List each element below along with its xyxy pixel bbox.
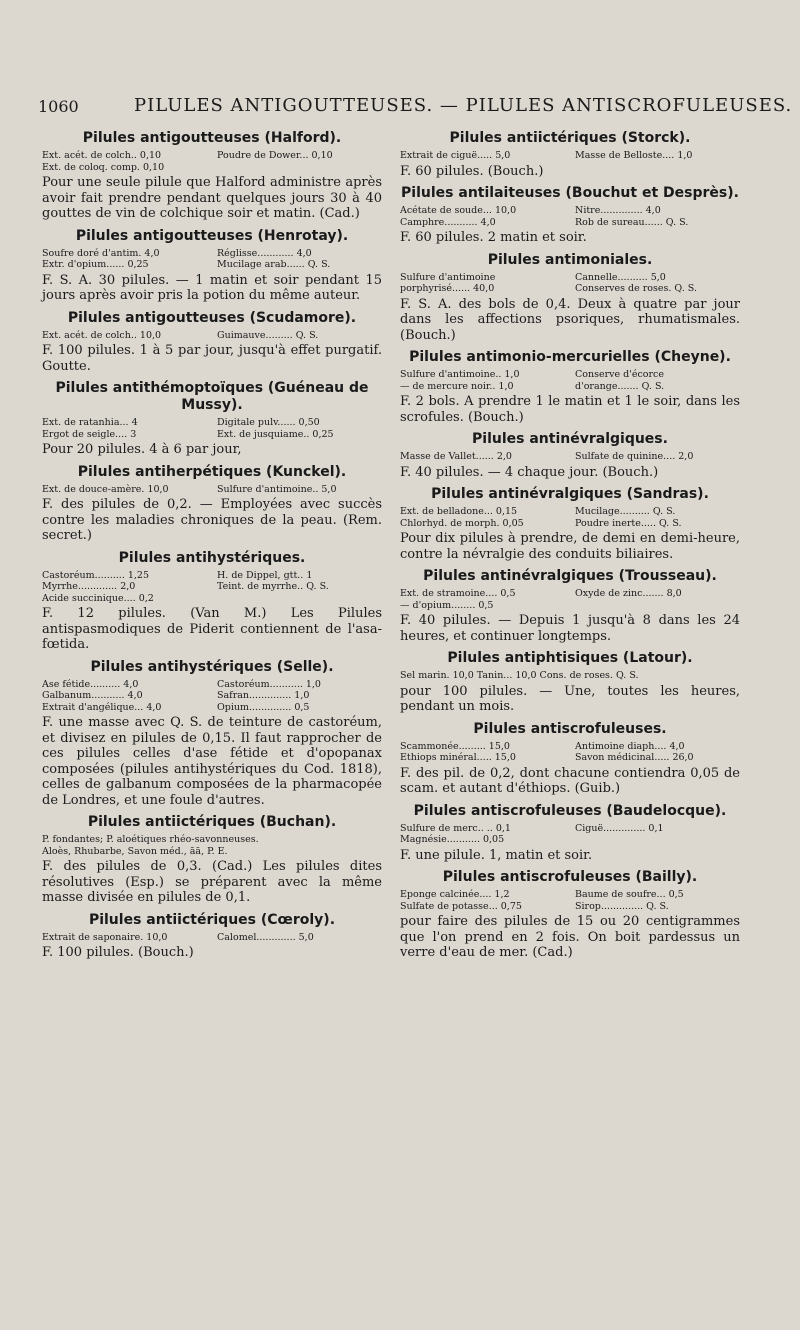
ingredient-item: H. de Dippel, gtt.. 1 (217, 569, 313, 581)
ingredient-item: Ext. de coloq. comp. 0,10 (42, 161, 165, 173)
ingredient-item: Cannelle.......... 5,0 (575, 271, 666, 283)
ingredient-item: Teint. de myrrhe.. Q. S. (217, 581, 329, 592)
ingredient-item: Mucilage arab...... Q. S. (217, 259, 331, 270)
recipe-title: Pilules antinévralgiques. (472, 431, 668, 447)
ingredient-list (400, 823, 740, 846)
ingredient-item: Conserve d'écorce (575, 369, 664, 380)
page-number: 1060 (38, 97, 79, 116)
recipe-text: F. des pil. de 0,2, dont chacune contiendra 0,05 de scam. et autant d'éthiops. (Guib.) (400, 765, 740, 796)
ingredient-item: Ase fétide.......... 4,0 (42, 678, 139, 690)
ingredient-list (400, 889, 740, 912)
ingredient-list (42, 150, 382, 173)
recipe-entry (400, 431, 740, 480)
ingredient-item: porphyrisé...... 40,0 (400, 283, 495, 294)
ingredient-item: Chlorhyd. de morph. 0,05 (400, 517, 524, 529)
recipe-text: pour 100 pilules. — Une, toutes les heures, pendant un mois. (400, 683, 740, 714)
recipe-entry (400, 869, 740, 961)
recipe-title: Pilules antithémoptoïques (Guéneau de Mussy). (55, 380, 369, 413)
recipe-text: F. une pilule. 1, matin et soir. (400, 847, 593, 863)
recipe-title: Pilules antigoutteuses (Halford). (82, 130, 342, 146)
ingredient-item: Guimauve......... Q. S. (217, 329, 319, 341)
ingredient-item: Sulfure d'antimoine (400, 271, 496, 283)
ingredient-list (42, 932, 382, 944)
recipe-text: F. S. A. 30 pilules. — 1 matin et soir pendant 15 jours après avoir pris la potion du même auteur. (42, 272, 382, 303)
ingredient-list (400, 670, 740, 682)
ingredient-item: Sulfure d'antimoine.. 1,0 (400, 369, 520, 380)
ingredient-item: Ciguë.............. 0,1 (575, 822, 664, 834)
recipe-text: F. une masse avec Q. S. de teinture de castoréum, et divisez en pilules de 0,15. Il faut rapprocher de ces pilules celles d'ase fétide et d'opopanax composées (pilules antihystériques du Cod. 1818), celles de galbanum composées de la pharmacopée de Londres, et une foule d'autres. (42, 715, 382, 808)
ingredient-item: Savon médicinal..... 26,0 (575, 752, 694, 763)
ingredient-item: Sulfure d'antimoine.. 5,0 (217, 483, 337, 495)
ingredient-list (400, 741, 740, 764)
recipe-title: Pilules antilaiteuses (Bouchut et Desprès). (401, 185, 739, 201)
ingredient-item: P. fondantes; P. aloétiques rhéo-savonneuses. (42, 834, 259, 845)
ingredient-list (42, 679, 382, 714)
recipe-title: Pilules antiscrofuleuses (Baudelocque). (413, 802, 727, 819)
ingredient-item: Aloès, Rhubarbe, Savon méd., āā, P. E. (42, 845, 228, 857)
ingredient-item: Castoréum........... 1,0 (217, 678, 321, 690)
ingredient-item: Rob de sureau...... Q. S. (575, 216, 689, 228)
recipe-entry (400, 130, 740, 179)
recipe-title: Pilules antimonio-mercurielles (Cheyne). (409, 349, 731, 365)
recipe-title: Pilules antiherpétiques (Kunckel). (77, 463, 347, 480)
running-title: PILULES ANTIGOUTTEUSES. — PILULES ANTISCROFULEUSES. (134, 95, 793, 116)
ingredient-item: Conserves de roses. Q. S. (575, 283, 697, 294)
ingredient-item: — de mercure noir.. 1,0 (400, 380, 514, 392)
recipe-entry (42, 550, 382, 653)
recipe-entry (42, 310, 382, 375)
recipe-entry (400, 650, 740, 715)
recipe-text: Pour dix pilules à prendre, de demi en demi-heure, contre la névralgie des conduits biliaires. (400, 531, 740, 562)
ingredient-item: Camphre........... 4,0 (400, 216, 496, 228)
ingredient-item: Opium.............. 0,5 (217, 701, 310, 713)
recipe-text: F. 12 pilules. (Van M.) Les Pilules antispasmodiques de Piderit contiennent de l'asa-fœtida. (42, 606, 382, 652)
ingredient-item: Soufre doré d'antim. 4,0 (42, 247, 160, 259)
recipe-text: F. 2 bols. A prendre 1 le matin et 1 le soir, dans les scrofules. (Bouch.) (400, 394, 740, 425)
ingredient-item: Poudre inerte..... Q. S. (575, 517, 682, 529)
recipe-text: F. 100 pilules. (Bouch.) (42, 945, 194, 960)
recipe-entry (400, 803, 740, 864)
ingredient-item: Myrrhe............. 2,0 (42, 581, 136, 592)
ingredient-item: Acétate de soude... 10,0 (400, 205, 517, 216)
ingredient-item: Acide succinique.... 0,2 (42, 592, 154, 604)
recipe-title: Pilules antiictériques (Cœroly). (88, 911, 336, 928)
ingredient-item: Sel marin. 10,0 Tanin... 10,0 Cons. de roses. Q. S. (400, 670, 639, 681)
ingredient-item: Sulfate de potasse... 0,75 (400, 900, 522, 912)
ingredient-item: Masse de Vallet...... 2,0 (400, 451, 512, 462)
recipe-entry (400, 349, 740, 425)
recipe-text: F. 40 pilules. — 4 chaque jour. (Bouch.) (400, 464, 659, 480)
recipe-entry (42, 464, 382, 544)
recipe-title: Pilules antihystériques (Selle). (90, 658, 334, 675)
ingredient-item: Sulfure de merc.. .. 0,1 (400, 822, 511, 834)
ingredient-item: Castoréum.......... 1,25 (42, 569, 150, 581)
recipe-entry (42, 228, 382, 304)
ingredient-item: Ext. acét. de colch.. 10,0 (42, 329, 162, 341)
ingredient-item: Safran.............. 1,0 (217, 690, 310, 701)
ingredient-list (42, 570, 382, 605)
ingredient-item: Masse de Belloste.... 1,0 (575, 150, 693, 161)
recipe-text: F. des pilules de 0,2. — Employées avec succès contre les maladies chroniques de la peau. (Rem. secret.) (42, 497, 382, 543)
ingredient-list (400, 369, 740, 392)
recipe-entry (400, 185, 740, 246)
ingredient-item: Poudre de Dower... 0,10 (217, 150, 333, 161)
recipe-title: Pilules antiscrofuleuses (Bailly). (442, 869, 698, 885)
ingredient-item: Réglisse............ 4,0 (217, 247, 312, 259)
recipe-title: Pilules antigoutteuses (Henrotay). (75, 227, 349, 244)
recipe-entry (42, 659, 382, 809)
recipe-title: Pilules antiphtisiques (Latour). (447, 650, 693, 666)
ingredient-item: d'orange....... Q. S. (575, 380, 665, 392)
recipe-text: F. S. A. des bols de 0,4. Deux à quatre par jour dans les affections psoriques, rhumatismales. (Bouch.) (400, 296, 740, 343)
recipe-title: Pilules antinévralgiques (Sandras). (431, 486, 709, 502)
recipe-entry (400, 568, 740, 644)
left-column (42, 124, 382, 965)
ingredient-item: Galbanum........... 4,0 (42, 690, 143, 701)
recipe-entry (42, 130, 382, 222)
recipe-entry (42, 814, 382, 906)
recipe-title: Pilules antiictériques (Buchan). (87, 814, 337, 830)
ingredient-item: Oxyde de zinc....... 8,0 (575, 588, 682, 599)
recipe-text: F. des pilules de 0,3. (Cad.) Les pilules dites résolutives (Esp.) se préparent avec la même masse divisée en pilules de 0,1. (42, 859, 382, 905)
recipe-entry (400, 721, 740, 797)
ingredient-item: Scammonée......... 15,0 (400, 740, 510, 752)
right-column (400, 124, 740, 965)
ingredient-item: — d'opium........ 0,5 (400, 599, 494, 611)
ingredient-item: Ext. de stramoine.... 0,5 (400, 588, 516, 599)
recipe-text: pour faire des pilules de 15 ou 20 centigrammes que l'on prend en 2 fois. On boit pardessus un verre d'eau de mer. (Cad.) (400, 914, 740, 960)
ingredient-list (400, 150, 740, 162)
ingredient-list (400, 588, 740, 611)
ingredient-item: Magnésie........... 0,05 (400, 834, 505, 845)
ingredient-item: Nitre.............. 4,0 (575, 205, 661, 216)
ingredient-list (400, 506, 740, 529)
recipe-text: F. 40 pilules. — Depuis 1 jusqu'à 8 dans les 24 heures, et continuer longtemps. (400, 613, 740, 644)
recipe-entry (400, 486, 740, 562)
ingredient-item: Extr. d'opium...... 0,25 (42, 259, 149, 270)
ingredient-item: Extrait de ciguë..... 5,0 (400, 150, 511, 161)
page-header (38, 93, 793, 123)
ingredient-item: Ext. de douce-amère. 10,0 (42, 483, 169, 495)
ingredient-list (400, 272, 740, 295)
recipe-entry (42, 380, 382, 458)
ingredient-item: Extrait de saponaire. 10,0 (42, 931, 168, 943)
ingredient-item: Sirop.............. Q. S. (575, 900, 669, 912)
ingredient-item: Ergot de seigle.... 3 (42, 428, 137, 440)
recipe-title: Pilules antinévralgiques (Trousseau). (423, 568, 717, 584)
recipe-title: Pilules antiscrofuleuses. (473, 720, 667, 737)
ingredient-item: Mucilage.......... Q. S. (575, 506, 676, 517)
ingredient-item: Baume de soufre... 0,5 (575, 889, 684, 900)
ingredient-list (400, 451, 740, 463)
recipe-text: Pour une seule pilule que Halford administre après avoir fait prendre pendant quelques jours 30 à 40 gouttes de vin de colchique soir et matin. (Cad.) (42, 175, 382, 221)
recipe-text: Pour 20 pilules. 4 à 6 par jour, (42, 442, 242, 457)
recipe-entry (400, 252, 740, 344)
ingredient-list (42, 248, 382, 271)
recipe-entry (42, 912, 382, 961)
recipe-text: F. 60 pilules. (Bouch.) (400, 163, 544, 179)
ingredient-item: Digitale pulv...... 0,50 (217, 417, 320, 428)
ingredient-list (400, 205, 740, 228)
ingredient-item: Extrait d'angélique... 4,0 (42, 701, 162, 713)
ingredient-item: Sulfate de quinine.... 2,0 (575, 451, 694, 462)
ingredient-list (42, 834, 382, 857)
ingredient-list (42, 330, 382, 342)
ingredient-item: Antimoine diaph.... 4,0 (575, 740, 685, 752)
ingredient-list (42, 417, 382, 440)
recipe-title: Pilules antihystériques. (118, 549, 306, 566)
ingredient-list (42, 484, 382, 496)
recipe-title: Pilules antiictériques (Storck). (449, 130, 691, 146)
recipe-title: Pilules antimoniales. (487, 251, 653, 268)
ingredient-item: Ext. de jusquiame.. 0,25 (217, 428, 334, 440)
ingredient-item: Ext. de belladone... 0,15 (400, 506, 518, 517)
ingredient-item: Ethiops minéral..... 15,0 (400, 752, 516, 763)
recipe-title: Pilules antigoutteuses (Scudamore). (67, 309, 357, 326)
ingredient-item: Ext. acét. de colch.. 0,10 (42, 150, 162, 161)
ingredient-item: Ext. de ratanhia... 4 (42, 417, 138, 428)
ingredient-item: Calomel............. 5,0 (217, 931, 314, 943)
recipe-text: F. 100 pilules. 1 à 5 par jour, jusqu'à effet purgatif. Goutte. (42, 343, 382, 374)
ingredient-item: Eponge calcinée.... 1,2 (400, 889, 510, 900)
recipe-text: F. 60 pilules. 2 matin et soir. (400, 230, 587, 245)
